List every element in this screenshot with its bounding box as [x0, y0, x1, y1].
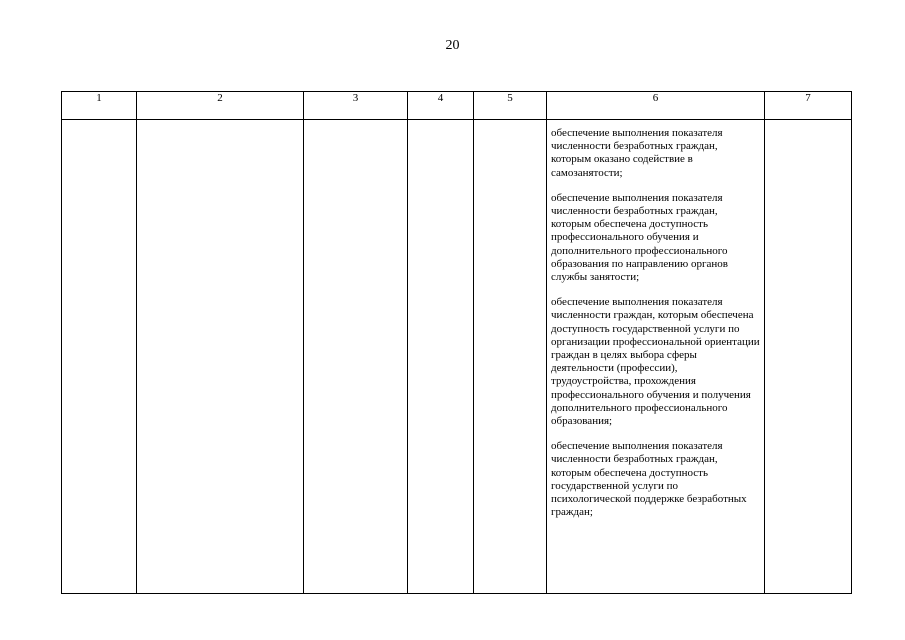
column-header-7: 7 [765, 92, 852, 120]
page-number: 20 [445, 38, 460, 53]
paragraph-self-employment: обеспечение выполнения показателя численности безработных граждан, которым оказано содействие в самозанятости; [551, 127, 723, 179]
cell-col-1 [62, 120, 137, 594]
column-header-1: 1 [62, 92, 137, 120]
column-header-6: 6 [547, 92, 765, 120]
document-table [61, 91, 852, 594]
cell-col-2 [137, 120, 304, 594]
column-header-5: 5 [474, 92, 547, 120]
column-header-3: 3 [304, 92, 408, 120]
paragraph-psychological-support: обеспечение выполнения показателя численности безработных граждан, которым обеспечена доступность государственной услуги по психологической поддержке безработных граждан; [551, 440, 747, 519]
cell-col-5 [474, 120, 547, 594]
table-row [62, 120, 852, 594]
cell-col-4 [408, 120, 474, 594]
cell-col-3 [304, 120, 408, 594]
paragraph-career-guidance: обеспечение выполнения показателя численности граждан, которым обеспечена доступность государственной услуги по организации профессиональной ориентации граждан в целях выбора сферы деятельности (профессии), трудоустройства, прохождения профессионального обучения и получения дополнительного профессионального образования; [551, 296, 760, 428]
column-header-2: 2 [137, 92, 304, 120]
cell-col-7 [765, 120, 852, 594]
column-header-4: 4 [408, 92, 474, 120]
table-header-row [62, 92, 852, 120]
paragraph-professional-training: обеспечение выполнения показателя численности безработных граждан, которым обеспечена доступность профессионального обучения и дополнительного профессионального образования по направлению органов службы занятости; [551, 191, 728, 284]
cell-col-6 [547, 120, 765, 594]
